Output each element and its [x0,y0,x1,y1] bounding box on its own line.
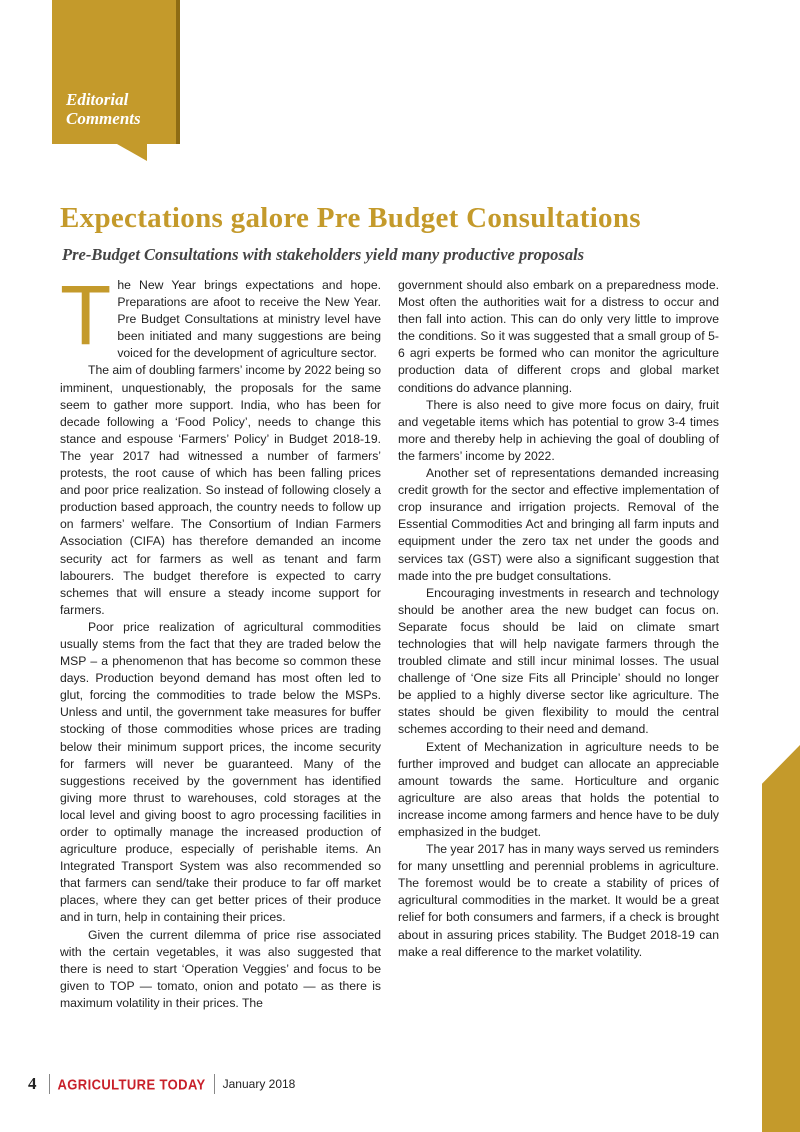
article-paragraph: There is also need to give more focus on dairy, fruit and vegetable items which has potential to grow 3-4 times more and thereby help in achieving the goal of doubling of the farmers’ income by 2022. [398,397,719,463]
section-tag-line2: Comments [66,109,141,128]
article-paragraph: Extent of Mechanization in agriculture needs to be further improved and budget can allocate an appreciable amount towards the same. Horticulture and organic agriculture are also areas that holds the potential to increase income among farmers and hence have to be duly emphasized in the budget. [398,739,719,839]
article-column-right [398,277,719,961]
article-column-left [60,268,381,1012]
footer-divider [214,1074,215,1094]
first-paragraph-text: he New Year brings expectations and hope. Preparations are afoot to receive the New Year. Pre Budget Consultations at ministry level have been initiated and many suggestions are being voiced for the development of agriculture sector. [117,278,381,361]
article-paragraph: Encouraging investments in research and technology should be another area the new budget can focus on. Separate focus should be laid on climate smart technologies that will help navigate farmers through the troubled climate and still incur minimal losses. The usual challenge of ‘One size Fits all Principle’ should no longer be applied to a highly diverse sector like agriculture. The states should be given flexibility to mould the central schemes according to their need and demand. [398,585,719,737]
article-paragraph-continued: government should also embark on a preparedness mode. Most often the authorities wait for a distress to occur and then fall into action. This can do only very little to improve the conditions. So it was suggested that a small group of 5-6 agri experts be formed who can monitor the agriculture production data of different crops and global market conditions do advance planning. [398,278,719,395]
page-footer [28,1072,295,1096]
magazine-name: AGRICULTURE TODAY [57,1075,206,1093]
article-paragraph: Poor price realization of agricultural commodities usually stems from the fact that they are traded below the MSP – a phenomenon that has become so common these days. Production beyond demand has most often led to glut, forcing the commodities to trade below the MSPs. Unless and until, the government take measures for buffer stocking of those commodities whose prices are trading below their minimum support prices, the income security for farmers will never be guaranteed. Many of the suggestions received by the government has identified giving more thrust to warehouses, cold storages at the local level and giving boost to agro processing facilities in order to optimally manage the increased production of agriculture produce, especially of perishable items. An Integrated Transport System was also recommended so that farmers can send/take their produce to far off market places, where they can get better prices of their produce and in turn, help in containing their prices. [60,619,381,925]
section-tag-line1: Editorial [66,90,129,109]
article-paragraph: Given the current dilemma of price rise associated with the certain vegetables, it was also suggested that there is need to start ‘Operation Veggies’ and focus to be given to TOP — tomato, onion and potato — as there is maximum volatility in their prices. The [60,927,381,1010]
side-decoration [762,745,800,1132]
footer-divider [49,1074,50,1094]
section-tag-label [66,90,141,128]
article-paragraph [60,268,381,362]
article-paragraph: The year 2017 has in many ways served us reminders for many unsettling and perennial problems in agriculture. The foremost would be to create a stability of prices of agricultural commodities in the market. It would be a great relief for both consumers and farmers, if a check is brought about in assuring prices stability. The Budget 2018-19 can make a real difference to the market volatility. [398,842,719,959]
page-number: 4 [28,1074,37,1093]
drop-cap: T [60,268,112,362]
article-title: Expectations galore Pre Budget Consultations [60,202,641,234]
issue-date: January 2018 [222,1077,296,1091]
article-paragraph: The aim of doubling farmers’ income by 2022 being so imminent, unquestionably, the proposals for the same seem to gather more support. India, who has been for decade following a ‘Food Policy’, needs to change this stance and espouse ‘Farmers’ Policy’ in Budget 2018-19. The year 2017 had witnessed a number of farmers’ protests, the root cause of which has been falling prices and poor price realization. So instead of following closely a production based approach, the country needs to follow up on farmers’ welfare. The Consortium of Indian Farmers Association (CIFA) has therefore demanded an income security act for farmers as well as tenant and farm labourers. The budget therefore is expected to carry schemes that will ensure a steady income support for farmers. [60,363,381,617]
article-paragraph: Another set of representations demanded increasing credit growth for the sector and effective implementation of crop insurance and irrigation projects. Removal of the Essential Commodities Act and bringing all farm inputs and equipment under the zero tax net under the goods and services tax (GST) were also a significant suggestion that made into the pre budget consultations. [398,466,719,583]
section-tag-tail [117,144,147,161]
article-subtitle: Pre-Budget Consultations with stakeholders yield many productive proposals [62,245,585,264]
section-tag-shadow [176,0,180,144]
